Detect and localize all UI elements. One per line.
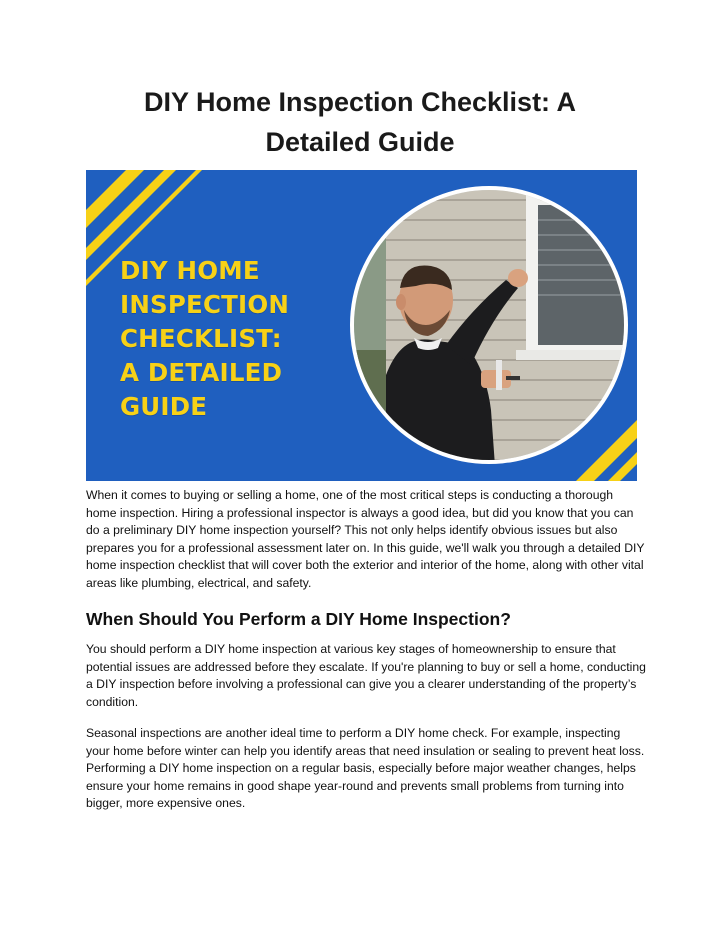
hero-headline-line: CHECKLIST:: [120, 324, 282, 353]
hero-headline-line: A DETAILED: [120, 358, 283, 387]
document-title: [60, 82, 660, 162]
hero-banner-image: [86, 170, 637, 481]
hero-headline-line: DIY HOME: [120, 256, 260, 285]
section-paragraph-2: Seasonal inspections are another ideal time to perform a DIY home check. For example, inspecting your home before winter can help you identify areas that need insulation or sealing to prevent heat loss. Performing a DIY home inspection on a regular basis, especially before major weather changes, helps ensure your home remains in good shape year-round and prevents small problems from turning into bigger, more expensive ones.: [86, 726, 645, 811]
hero-headline-line: INSPECTION: [120, 290, 290, 319]
hero-headline: [120, 254, 360, 424]
section-heading: When Should You Perform a DIY Home Inspection?: [86, 609, 511, 629]
section-paragraph-1: You should perform a DIY home inspection at various key stages of homeownership to ensure that potential issues are addressed before they escalate. If you're planning to buy or sell a home, conducting a DIY inspection before involving a professional can give you a clearer understanding of the property’s condition.: [86, 642, 646, 709]
title-line-2: Detailed Guide: [265, 127, 455, 157]
title-line-1: DIY Home Inspection Checklist: A: [143, 87, 577, 117]
intro-paragraph: When it comes to buying or selling a home, one of the most critical steps is conducting a thorough home inspection. Hiring a professional inspector is always a good idea, but did you know that you can do a preliminary DIY home inspection yourself? This not only helps identify obvious issues but also prepares you for a professional assessment later on. In this guide, we'll walk you through a detailed DIY home inspection checklist that will cover both the exterior and interior of the home, along with other vital areas like plumbing, electrical, and safety.: [86, 488, 645, 590]
hero-headline-line: GUIDE: [120, 392, 208, 421]
